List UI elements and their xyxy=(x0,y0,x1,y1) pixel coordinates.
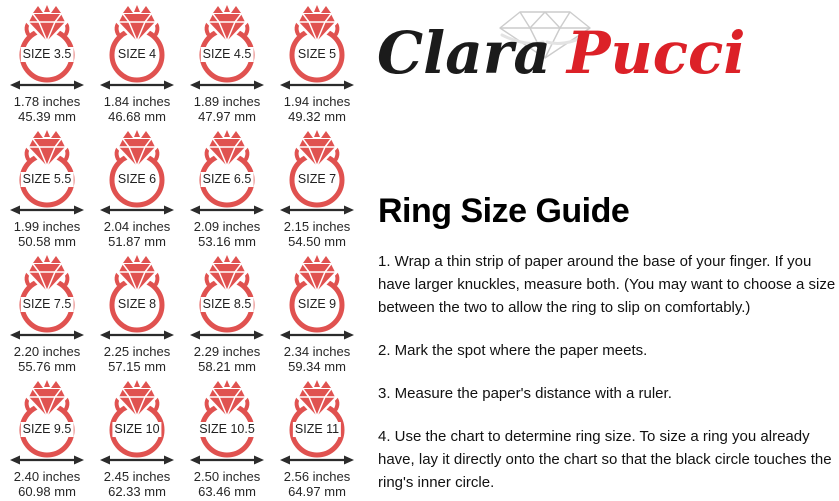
ring-size-cell xyxy=(272,255,362,380)
ring-measurements xyxy=(104,469,171,499)
ring-measurements xyxy=(284,94,351,124)
ring-size-label: SIZE 8.5 xyxy=(202,297,252,311)
ring-measurements xyxy=(284,219,351,249)
ring-measurements xyxy=(194,344,261,374)
ring-diameter-inches: 2.15 inches xyxy=(283,219,351,234)
ring-measurements xyxy=(14,469,81,499)
step-4: 4. Use the chart to determine ring size. To size a ring you already have, lay it directly onto the chart so that the black circle touches the ring's inner circle. xyxy=(378,428,832,491)
ring-size-label: SIZE 5.5 xyxy=(22,172,72,186)
ring-diameter-inches: 2.29 inches xyxy=(193,344,261,359)
ring-measurements xyxy=(14,344,81,374)
ring-diameter-mm: 49.32 mm xyxy=(288,109,346,124)
ring-diameter-mm: 51.87 mm xyxy=(108,234,166,249)
ring-size-cell xyxy=(92,130,182,255)
ring-measurements xyxy=(104,219,171,249)
ring-size-cell xyxy=(92,255,182,380)
ring-size-cell xyxy=(92,380,182,501)
ring-diameter-mm: 47.97 mm xyxy=(198,109,256,124)
ring-diameter-mm: 59.34 mm xyxy=(288,359,346,374)
ring-size-label: SIZE 10 xyxy=(114,422,160,436)
ring-size-label: SIZE 4 xyxy=(117,47,157,61)
ring-size-label: SIZE 6 xyxy=(117,172,157,186)
ring-diameter-inches: 1.78 inches xyxy=(13,94,81,109)
ring-size-label: SIZE 8 xyxy=(117,297,157,311)
ring-diameter-inches: 1.99 inches xyxy=(13,219,81,234)
ring-measurements xyxy=(194,219,261,249)
ring-measurements xyxy=(14,219,81,249)
ring-size-label: SIZE 6.5 xyxy=(202,172,252,186)
ring-diameter-mm: 54.50 mm xyxy=(288,234,346,249)
ring-size-cell xyxy=(2,255,92,380)
ring-size-cell xyxy=(182,5,272,130)
ring-measurements xyxy=(194,469,261,499)
step-1: 1. Wrap a thin strip of paper around the base of your finger. If you have larger knuckles, measure both. (You may want to choose a size between the two to allow the ring to slip on comfortably.) xyxy=(378,253,836,316)
ring-size-label: SIZE 9.5 xyxy=(22,422,72,436)
ring-size-label: SIZE 4.5 xyxy=(202,47,252,61)
ring-diameter-mm: 45.39 mm xyxy=(18,109,76,124)
ring-diameter-inches: 2.34 inches xyxy=(283,344,351,359)
brand-logo xyxy=(377,10,835,105)
ring-measurements xyxy=(14,94,81,124)
ring-diameter-inches: 2.45 inches xyxy=(103,469,171,484)
ring-size-cell xyxy=(182,255,272,380)
ring-diameter-mm: 53.16 mm xyxy=(198,234,256,249)
guide-title: Ring Size Guide xyxy=(378,192,630,230)
ring-size-cell xyxy=(272,130,362,255)
ring-measurements xyxy=(104,344,171,374)
ring-measurements xyxy=(194,94,261,124)
ring-size-cell xyxy=(2,380,92,501)
ring-diameter-inches: 2.50 inches xyxy=(193,469,261,484)
ring-measurements xyxy=(284,469,351,499)
ring-measurements xyxy=(284,344,351,374)
ring-size-label: SIZE 9 xyxy=(297,297,337,311)
ring-diameter-inches: 2.20 inches xyxy=(13,344,81,359)
ring-diameter-inches: 1.84 inches xyxy=(103,94,171,109)
ring-diameter-inches: 2.56 inches xyxy=(283,469,351,484)
ring-size-cell xyxy=(272,380,362,501)
ring-diameter-mm: 50.58 mm xyxy=(18,234,76,249)
ring-diameter-inches: 1.89 inches xyxy=(193,94,261,109)
ring-diameter-mm: 46.68 mm xyxy=(108,109,166,124)
ring-diameter-inches: 2.40 inches xyxy=(13,469,81,484)
ring-size-cell xyxy=(2,130,92,255)
ring-diameter-inches: 2.25 inches xyxy=(103,344,171,359)
ring-size-label: SIZE 10.5 xyxy=(199,422,255,436)
brand-name-clara: Clara xyxy=(377,19,551,87)
ring-diameter-mm: 62.33 mm xyxy=(108,484,166,499)
ring-diameter-mm: 55.76 mm xyxy=(18,359,76,374)
ring-size-label: SIZE 7.5 xyxy=(22,297,72,311)
step-2: 2. Mark the spot where the paper meets. xyxy=(378,342,648,359)
ring-diameter-inches: 2.09 inches xyxy=(193,219,261,234)
ring-size-label: SIZE 3.5 xyxy=(22,47,72,61)
ring-diameter-mm: 60.98 mm xyxy=(18,484,76,499)
ring-size-cell xyxy=(182,130,272,255)
ring-size-cell xyxy=(92,5,182,130)
ring-size-chart xyxy=(2,5,364,501)
ring-diameter-inches: 2.04 inches xyxy=(103,219,171,234)
ring-size-label: SIZE 11 xyxy=(294,422,340,436)
brand-name-pucci: Pucci xyxy=(566,19,746,87)
ring-size-cell xyxy=(2,5,92,130)
ring-diameter-inches: 1.94 inches xyxy=(283,94,351,109)
ring-size-label: SIZE 5 xyxy=(297,47,337,61)
ring-size-cell xyxy=(272,5,362,130)
ring-diameter-mm: 63.46 mm xyxy=(198,484,256,499)
brand-wordmark xyxy=(377,19,746,87)
step-3: 3. Measure the paper's distance with a ruler. xyxy=(378,385,672,402)
ring-size-cell xyxy=(182,380,272,501)
ring-diameter-mm: 57.15 mm xyxy=(108,359,166,374)
ring-diameter-mm: 58.21 mm xyxy=(198,359,256,374)
ring-size-label: SIZE 7 xyxy=(297,172,337,186)
instruction-steps xyxy=(378,250,836,501)
ring-diameter-mm: 64.97 mm xyxy=(288,484,346,499)
ring-measurements xyxy=(104,94,171,124)
